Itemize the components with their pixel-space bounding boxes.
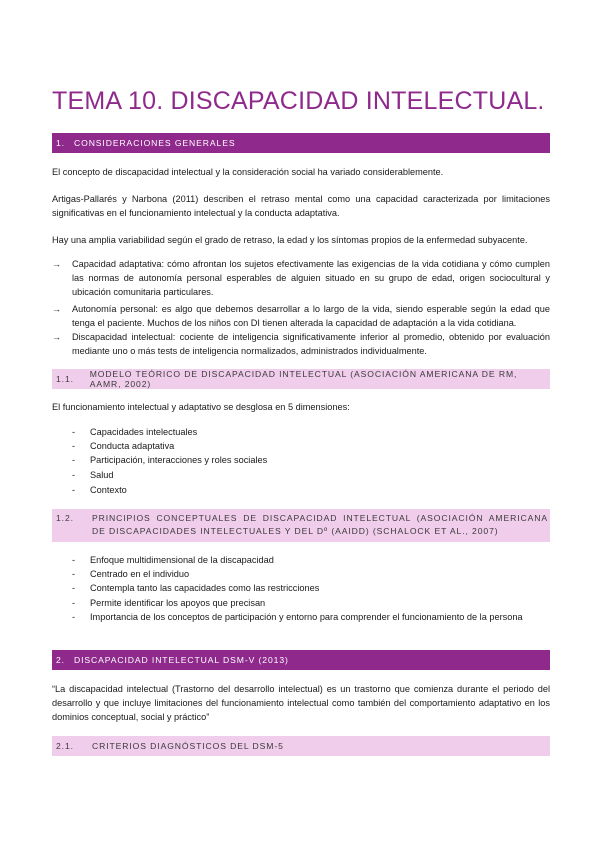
paragraph-artigas: Artigas-Pallarés y Narbona (2011) describen el retraso mental como una capacidad caracterizada por limitaciones significativas en el funcionamiento intelectual y la conducta adaptativa. <box>52 194 550 218</box>
arrow-icon: → <box>52 332 61 342</box>
list-item-text: Enfoque multidimensional de la discapacidad <box>90 555 274 565</box>
paragraph-concept: El concepto de discapacidad intelectual y la consideración social ha variado considerablemente. <box>52 167 444 177</box>
list-item-text: Importancia de los conceptos de participación y entorno para comprender el funcionamiento de la persona <box>90 612 523 622</box>
dash-marker: - <box>72 427 76 437</box>
section-title: DISCAPACIDAD INTELECTUAL DSM-V (2013) <box>74 655 289 665</box>
section-title: MODELO TEÓRICO DE DISCAPACIDAD INTELECTUAL (ASOCIACIÓN AMERICANA DE RM, AAMR, 2002) <box>89 369 518 389</box>
list-item <box>52 567 550 581</box>
list-item <box>52 302 550 330</box>
section-number: 1.2. <box>56 513 74 523</box>
section-title: PRINCIPIOS CONCEPTUALES DE DISCAPACIDAD INTELECTUAL (ASOCIACIÓN AMERICANA DE DISCAPACIDADES INTELECTUALES Y DEL Dº (AAIDD) (SCHALOCK ET AL., 2007) <box>92 513 548 536</box>
list-item-text: Contexto <box>90 485 127 495</box>
list-item <box>52 439 550 453</box>
list-item-text: Capacidades intelectuales <box>90 427 198 437</box>
list-item-text: Contempla tanto las capacidades como las restricciones <box>90 583 320 593</box>
list-item <box>52 581 550 595</box>
section-2-1-heading <box>52 736 550 756</box>
list-item-text: Participación, interacciones y roles sociales <box>90 455 268 465</box>
arrow-icon: → <box>52 304 61 314</box>
section-number: 1. <box>56 138 65 148</box>
list-item <box>52 425 550 439</box>
list-item <box>52 453 550 467</box>
arrow-icon: → <box>52 259 61 269</box>
dash-marker: - <box>72 455 76 465</box>
list-item <box>52 257 550 299</box>
list-item-text: Centrado en el individuo <box>90 569 190 579</box>
list-item-text: Conducta adaptativa <box>90 441 175 451</box>
list-item <box>52 468 550 482</box>
section-2-heading <box>52 650 550 670</box>
page-title: TEMA 10. DISCAPACIDAD INTELECTUAL. <box>52 87 545 115</box>
list-item-text: Autonomía personal: es algo que debemos desarrollar a lo largo de la vida, siendo esperable según la edad que tenga el paciente. Muchos de los niños con DI tienen alterada la capacidad de adaptación a la vida cotidiana. <box>72 304 550 328</box>
dash-marker: - <box>72 569 76 579</box>
list-item <box>52 483 550 497</box>
section-1-heading <box>52 133 550 153</box>
dash-marker: - <box>72 470 76 480</box>
section-number: 2. <box>56 655 65 665</box>
section-number: 2.1. <box>56 741 74 751</box>
dash-marker: - <box>72 441 76 451</box>
section-1-1-heading <box>52 369 550 389</box>
dash-marker: - <box>72 598 76 608</box>
dash-marker: - <box>72 555 76 565</box>
paragraph-dsm-quote: “La discapacidad intelectual (Trastorno del desarrollo intelectual) es un trastorno que comienza durante el periodo del desarrollo y que incluye limitaciones del funcionamiento intelectual como también del comportamiento adaptativo en los dominios conceptual, social y práctico” <box>52 684 550 722</box>
list-item <box>52 553 550 567</box>
list-item-text: Capacidad adaptativa: cómo afrontan los sujetos efectivamente las exigencias de la vida cotidiana y cómo cumplen las normas de autonomía personal esperables de alguien situado en su grupo de edad, origen sociocultural y ubicación comunitaria particulares. <box>72 259 550 297</box>
paragraph-variability: Hay una amplia variabilidad según el grado de retraso, la edad y los síntomas propios de la enfermedad subyacente. <box>52 235 528 245</box>
section-title: CONSIDERACIONES GENERALES <box>74 138 236 148</box>
section-1-2-heading <box>52 509 550 542</box>
section-title: CRITERIOS DIAGNÓSTICOS DEL DSM-5 <box>92 741 284 751</box>
dash-marker: - <box>72 485 76 495</box>
section-number: 1.1. <box>56 374 74 384</box>
list-item <box>52 596 550 610</box>
paragraph-dimensions: El funcionamiento intelectual y adaptativo se desglosa en 5 dimensiones: <box>52 402 350 412</box>
list-item <box>52 330 550 358</box>
dash-marker: - <box>72 583 76 593</box>
list-item <box>52 610 550 624</box>
list-item-text: Discapacidad intelectual: cociente de inteligencia significativamente inferior al promedio, obtenido por evaluación mediante uno o más tests de inteligencia normalizados, administrados individualmente. <box>72 332 550 356</box>
list-item-text: Permite identificar los apoyos que precisan <box>90 598 266 608</box>
dash-marker: - <box>72 612 76 622</box>
list-item-text: Salud <box>90 470 114 480</box>
